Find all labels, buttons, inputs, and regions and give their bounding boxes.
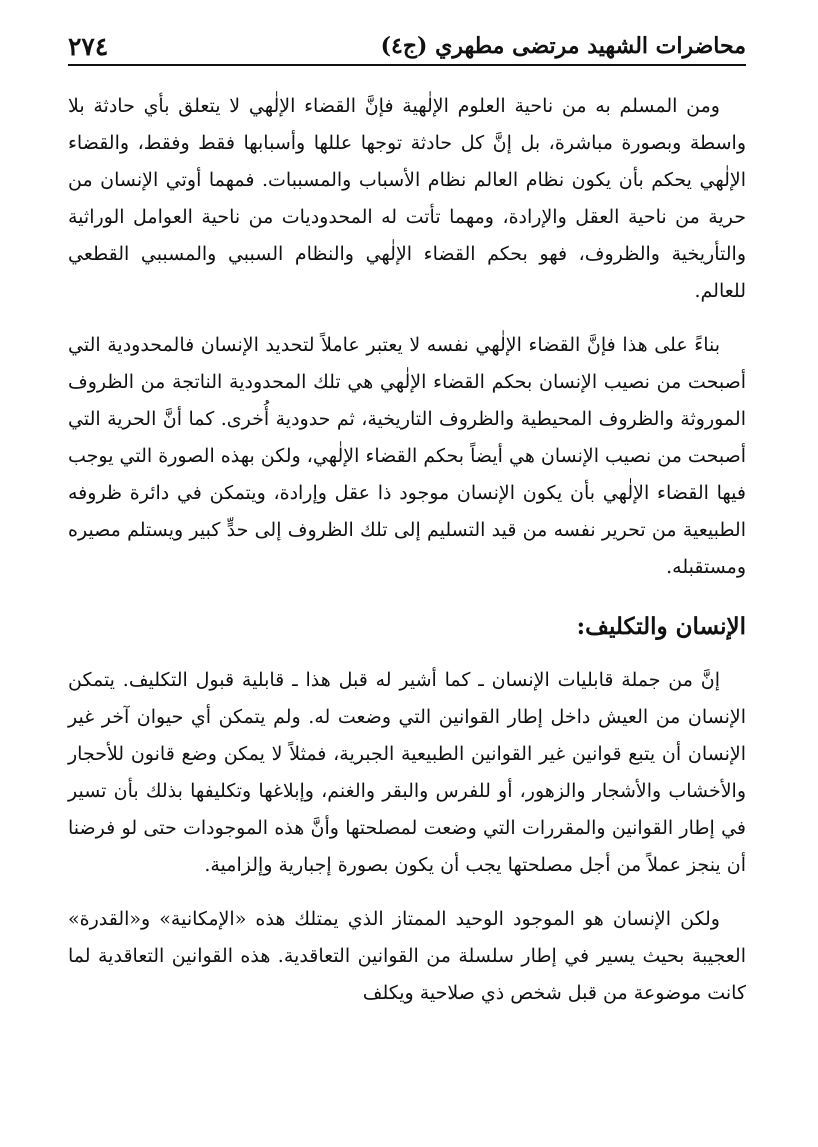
header-rule <box>68 64 746 66</box>
page-body <box>68 88 746 1029</box>
section-heading: الإنسان والتكليف: <box>576 613 746 640</box>
running-title: محاضرات الشهيد مرتضى مطهري (ج٤) <box>380 33 746 59</box>
paragraph: ومن المسلم به من ناحية العلوم الإلٰهية فإنَّ القضاء الإلٰهي لا يتعلق بأي حادثة بلا واسطة وبصورة مباشرة، بل إنَّ كل حادثة توجها عللها وأسبابها فقط وفقط، والقضاء الإلٰهي يحكم بأن يكون نظام العالم نظام الأسباب والمسببات. فمهما أوتي الإنسان من حرية من ناحية العقل والإرادة، ومهما تأتت له المحدوديات من ناحية العوامل الوراثية والتأريخية والظروف، فهو بحكم القضاء الإلٰهي والنظام السببي والمسببي القطعي للعالم. <box>68 95 746 302</box>
page-number: ٢٧٤ <box>68 31 109 61</box>
paragraph: إنَّ من جملة قابليات الإنسان ـ كما أشير له قبل هذا ـ قابلية قبول التكليف. يتمكن الإنسان من العيش داخل إطار القوانين التي وضعت له. ولم يتمكن أي حيوان آخر غير الإنسان أن يتبع قوانين غير القوانين الطبيعية الجبرية، فمثلاً لا يمكن وضع قانون للأحجار والأخشاب والأشجار والزهور، أو للفرس والبقر والغنم، وإبلاغها وتكليفها بذلك بأن تسير في إطار القوانين والمقررات التي وضعت لمصلحتها وأنَّ هذه الموجودات حتى لو فرضنا أن ينجز عملاً من أجل مصلحتها يجب أن يكون بصورة إجبارية وإلزامية. <box>68 669 746 876</box>
page-header <box>68 28 746 64</box>
paragraph: ولكن الإنسان هو الموجود الوحيد الممتاز الذي يمتلك هذه «الإمكانية» و«القدرة» العجيبة بحيث يسير في إطار سلسلة من القوانين التعاقدية. هذه القوانين التعاقدية لما كانت موضوعة من قبل شخص ذي صلاحية ويكلف <box>68 908 746 1004</box>
paragraph: بناءً على هذا فإنَّ القضاء الإلٰهي نفسه لا يعتبر عاملاً لتحديد الإنسان فالمحدودية التي أصبحت من نصيب الإنسان بحكم القضاء الإلٰهي هي تلك المحدودية الناتجة من الظروف الموروثة والظروف المحيطية والظروف التاريخية، ثم حدودية أُخرى. كما أنَّ الحرية التي أصبحت من نصيب الإنسان هي أيضاً بحكم القضاء الإلٰهي، ولكن بهذه الصورة التي يوجب فيها القضاء الإلٰهي بأن يكون الإنسان موجود ذا عقل وإرادة، ويتمكن في دائرة ظروفه الطبيعية من تحرير نفسه من قيد التسليم إلى تلك الظروف إلى حدٍّ كبير ويستلم مصيره ومستقبله. <box>68 334 746 578</box>
